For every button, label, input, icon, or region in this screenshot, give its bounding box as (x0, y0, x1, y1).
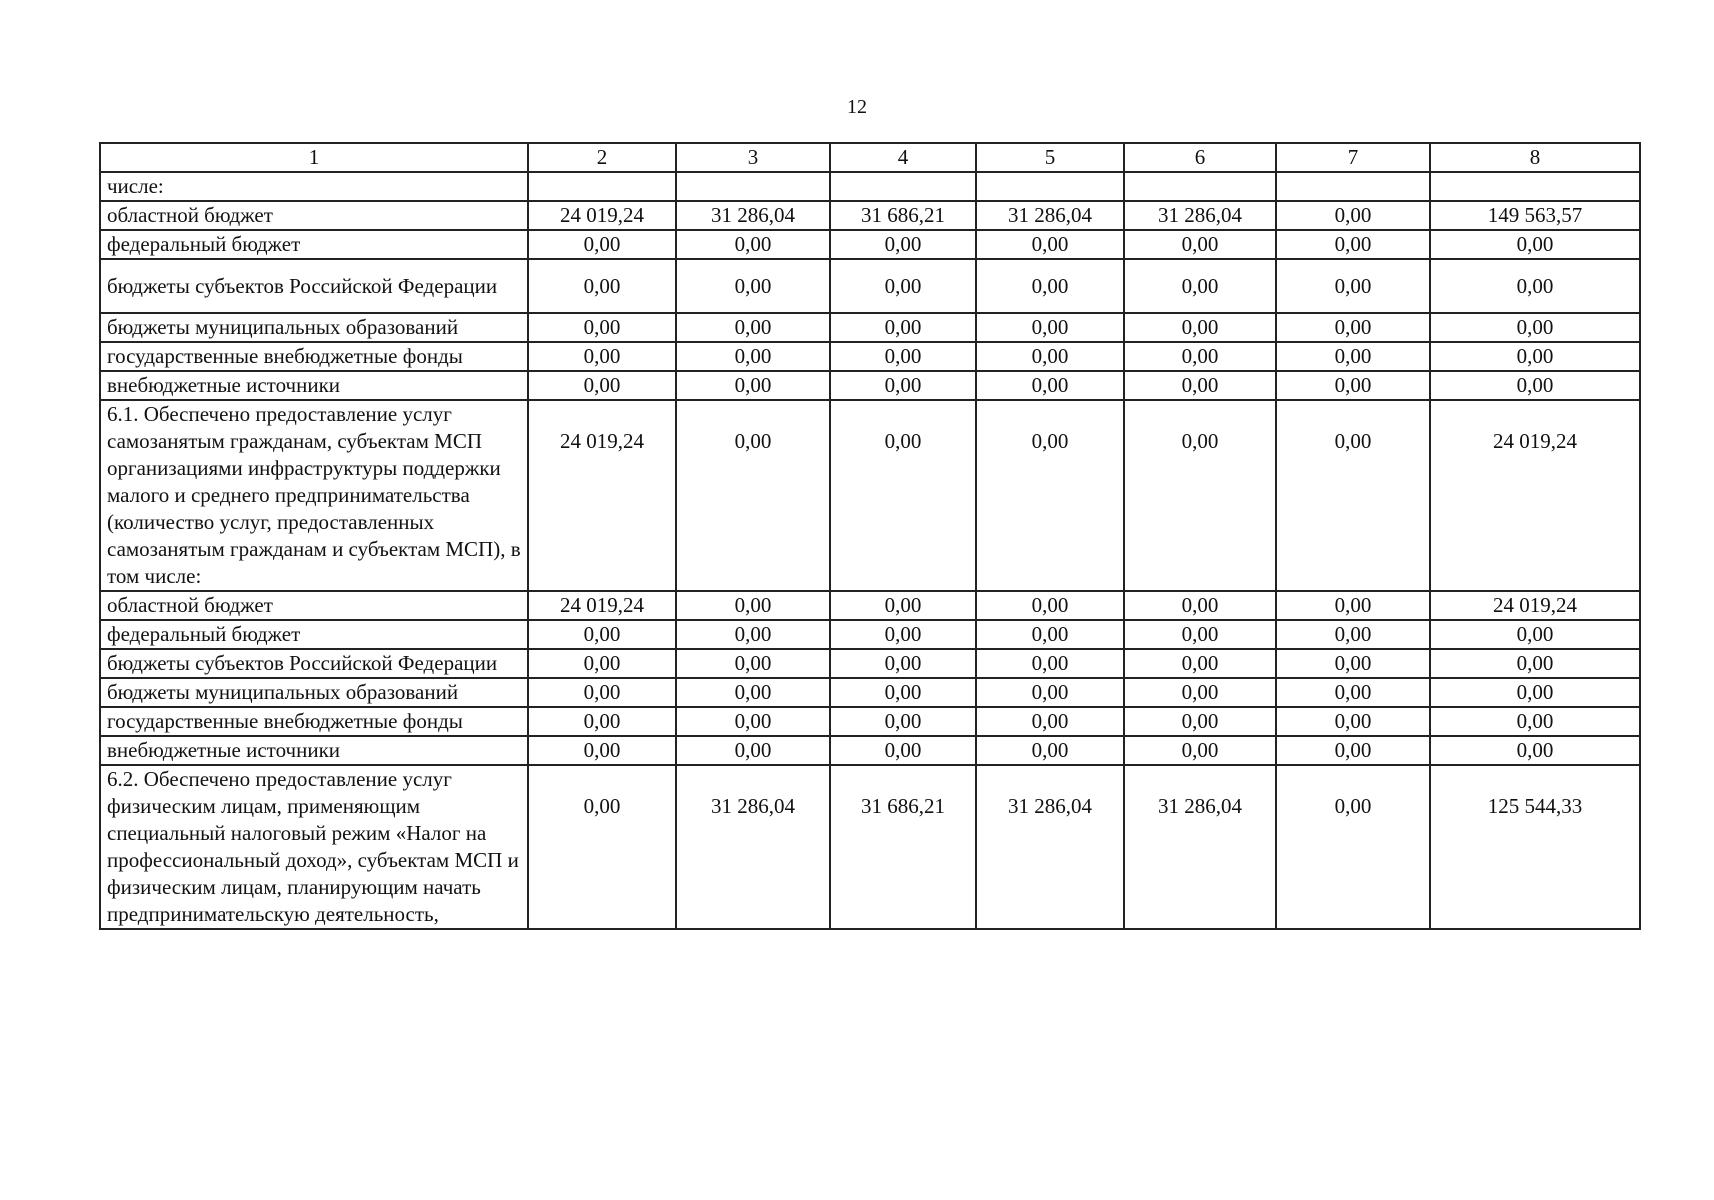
cell-value: 0,00 (830, 259, 976, 313)
row-label: внебюджетные источники (100, 736, 528, 765)
cell-value: 0,00 (1124, 313, 1276, 342)
cell-value: 0,00 (1430, 707, 1640, 736)
cell-value: 0,00 (1430, 371, 1640, 400)
table-row (100, 201, 1640, 230)
cell-value: 0,00 (1430, 736, 1640, 765)
cell-value: 0,00 (1276, 400, 1430, 591)
column-header: 6 (1124, 143, 1276, 172)
cell-value: 0,00 (1276, 371, 1430, 400)
cell-value: 149 563,57 (1430, 201, 1640, 230)
cell-value: 0,00 (976, 707, 1124, 736)
cell-value: 0,00 (1276, 736, 1430, 765)
cell-value: 0,00 (1276, 342, 1430, 371)
cell-value: 0,00 (676, 230, 830, 259)
cell-value: 0,00 (1276, 678, 1430, 707)
cell-value: 0,00 (830, 620, 976, 649)
cell-value: 31 286,04 (676, 201, 830, 230)
column-header: 8 (1430, 143, 1640, 172)
cell-value: 0,00 (528, 230, 676, 259)
cell-value: 0,00 (676, 707, 830, 736)
cell-value: 31 286,04 (1124, 765, 1276, 929)
cell-value: 24 019,24 (528, 201, 676, 230)
cell-value: 0,00 (1430, 259, 1640, 313)
cell-value: 0,00 (1276, 765, 1430, 929)
cell-value: 0,00 (1276, 201, 1430, 230)
cell-value: 0,00 (1430, 313, 1640, 342)
cell-value: 24 019,24 (528, 591, 676, 620)
cell-value: 31 286,04 (976, 201, 1124, 230)
cell-value: 0,00 (830, 230, 976, 259)
cell-value: 0,00 (976, 678, 1124, 707)
cell-value: 0,00 (676, 649, 830, 678)
cell-value (528, 172, 676, 201)
header-row (100, 143, 1640, 172)
cell-value: 0,00 (830, 400, 976, 591)
cell-value (1124, 172, 1276, 201)
row-label: государственные внебюджетные фонды (100, 707, 528, 736)
row-label: федеральный бюджет (100, 230, 528, 259)
cell-value: 0,00 (676, 678, 830, 707)
cell-value: 31 286,04 (676, 765, 830, 929)
column-header: 3 (676, 143, 830, 172)
row-label: государственные внебюджетные фонды (100, 342, 528, 371)
cell-value: 0,00 (528, 313, 676, 342)
table-row (100, 259, 1640, 313)
row-label: бюджеты субъектов Российской Федерации (100, 259, 528, 313)
row-label: числе: (100, 172, 528, 201)
cell-value: 0,00 (976, 230, 1124, 259)
row-label: областной бюджет (100, 201, 528, 230)
cell-value: 0,00 (676, 259, 830, 313)
cell-value: 0,00 (830, 342, 976, 371)
cell-value: 0,00 (1276, 230, 1430, 259)
cell-value (676, 172, 830, 201)
cell-value: 0,00 (1430, 620, 1640, 649)
table-row (100, 620, 1640, 649)
cell-value: 0,00 (676, 736, 830, 765)
cell-value: 0,00 (1276, 620, 1430, 649)
cell-value: 0,00 (676, 591, 830, 620)
cell-value (830, 172, 976, 201)
cell-value: 0,00 (1124, 342, 1276, 371)
row-label: внебюджетные источники (100, 371, 528, 400)
cell-value: 24 019,24 (528, 400, 676, 591)
table-row (100, 736, 1640, 765)
cell-value: 0,00 (830, 707, 976, 736)
cell-value: 0,00 (1124, 678, 1276, 707)
cell-value: 0,00 (1276, 707, 1430, 736)
cell-value: 0,00 (830, 591, 976, 620)
cell-value (1276, 172, 1430, 201)
cell-value: 31 686,21 (830, 201, 976, 230)
column-header: 4 (830, 143, 976, 172)
cell-value: 0,00 (1124, 707, 1276, 736)
cell-value: 0,00 (676, 371, 830, 400)
column-header: 1 (100, 143, 528, 172)
cell-value: 0,00 (676, 400, 830, 591)
table-row (100, 371, 1640, 400)
cell-value: 0,00 (976, 620, 1124, 649)
cell-value: 0,00 (976, 649, 1124, 678)
cell-value: 0,00 (1124, 259, 1276, 313)
table-row (100, 313, 1640, 342)
cell-value: 0,00 (1276, 591, 1430, 620)
row-label: федеральный бюджет (100, 620, 528, 649)
table-row (100, 591, 1640, 620)
table-row (100, 230, 1640, 259)
table-row (100, 172, 1640, 201)
column-header: 7 (1276, 143, 1430, 172)
cell-value: 0,00 (1124, 649, 1276, 678)
cell-value: 0,00 (528, 736, 676, 765)
cell-value: 31 286,04 (1124, 201, 1276, 230)
cell-value: 0,00 (976, 736, 1124, 765)
row-label: бюджеты муниципальных образований (100, 678, 528, 707)
cell-value: 0,00 (676, 620, 830, 649)
row-label: бюджеты субъектов Российской Федерации (100, 649, 528, 678)
cell-value: 0,00 (830, 371, 976, 400)
row-label: областной бюджет (100, 591, 528, 620)
cell-value: 0,00 (830, 736, 976, 765)
row-label: 6.1. Обеспечено предоставление услуг самозанятым гражданам, субъектам МСП организациями инфраструктуры поддержки малого и среднего предпринимательства (количество услуг, предоставленных самозанятым гражданам и субъектам МСП), в том числе: (100, 400, 528, 591)
cell-value: 0,00 (1124, 371, 1276, 400)
cell-value: 125 544,33 (1430, 765, 1640, 929)
cell-value: 0,00 (676, 313, 830, 342)
cell-value: 0,00 (528, 765, 676, 929)
table-row (100, 400, 1640, 591)
cell-value: 0,00 (1124, 620, 1276, 649)
cell-value: 24 019,24 (1430, 591, 1640, 620)
cell-value: 0,00 (976, 313, 1124, 342)
budget-table (99, 142, 1641, 930)
cell-value: 0,00 (1276, 259, 1430, 313)
cell-value: 0,00 (528, 259, 676, 313)
cell-value: 0,00 (528, 342, 676, 371)
cell-value: 0,00 (1124, 591, 1276, 620)
cell-value (1430, 172, 1640, 201)
table-row (100, 765, 1640, 929)
cell-value: 0,00 (1124, 400, 1276, 591)
cell-value: 0,00 (976, 371, 1124, 400)
cell-value: 0,00 (528, 371, 676, 400)
table-row (100, 649, 1640, 678)
cell-value: 0,00 (1124, 230, 1276, 259)
column-header: 2 (528, 143, 676, 172)
cell-value: 0,00 (830, 313, 976, 342)
cell-value: 0,00 (1430, 230, 1640, 259)
cell-value: 0,00 (1276, 313, 1430, 342)
cell-value: 31 686,21 (830, 765, 976, 929)
table-row (100, 342, 1640, 371)
row-label: бюджеты муниципальных образований (100, 313, 528, 342)
cell-value: 0,00 (528, 620, 676, 649)
cell-value: 0,00 (1430, 649, 1640, 678)
cell-value: 0,00 (1276, 649, 1430, 678)
cell-value: 0,00 (976, 259, 1124, 313)
cell-value: 0,00 (830, 678, 976, 707)
cell-value: 0,00 (1430, 678, 1640, 707)
cell-value: 0,00 (976, 400, 1124, 591)
table-row (100, 678, 1640, 707)
cell-value: 0,00 (528, 707, 676, 736)
cell-value: 0,00 (676, 342, 830, 371)
cell-value: 0,00 (976, 591, 1124, 620)
cell-value: 0,00 (976, 342, 1124, 371)
cell-value: 24 019,24 (1430, 400, 1640, 591)
cell-value: 0,00 (1124, 736, 1276, 765)
table-row (100, 707, 1640, 736)
row-label: 6.2. Обеспечено предоставление услуг физическим лицам, применяющим специальный налоговый режим «Налог на профессиональный доход», субъектам МСП и физическим лицам, планирующим начать предпринимательскую деятельность, (100, 765, 528, 929)
page-number: 12 (847, 96, 867, 118)
column-header: 5 (976, 143, 1124, 172)
cell-value: 0,00 (830, 649, 976, 678)
cell-value: 0,00 (528, 649, 676, 678)
cell-value: 31 286,04 (976, 765, 1124, 929)
cell-value: 0,00 (528, 678, 676, 707)
cell-value (976, 172, 1124, 201)
cell-value: 0,00 (1430, 342, 1640, 371)
